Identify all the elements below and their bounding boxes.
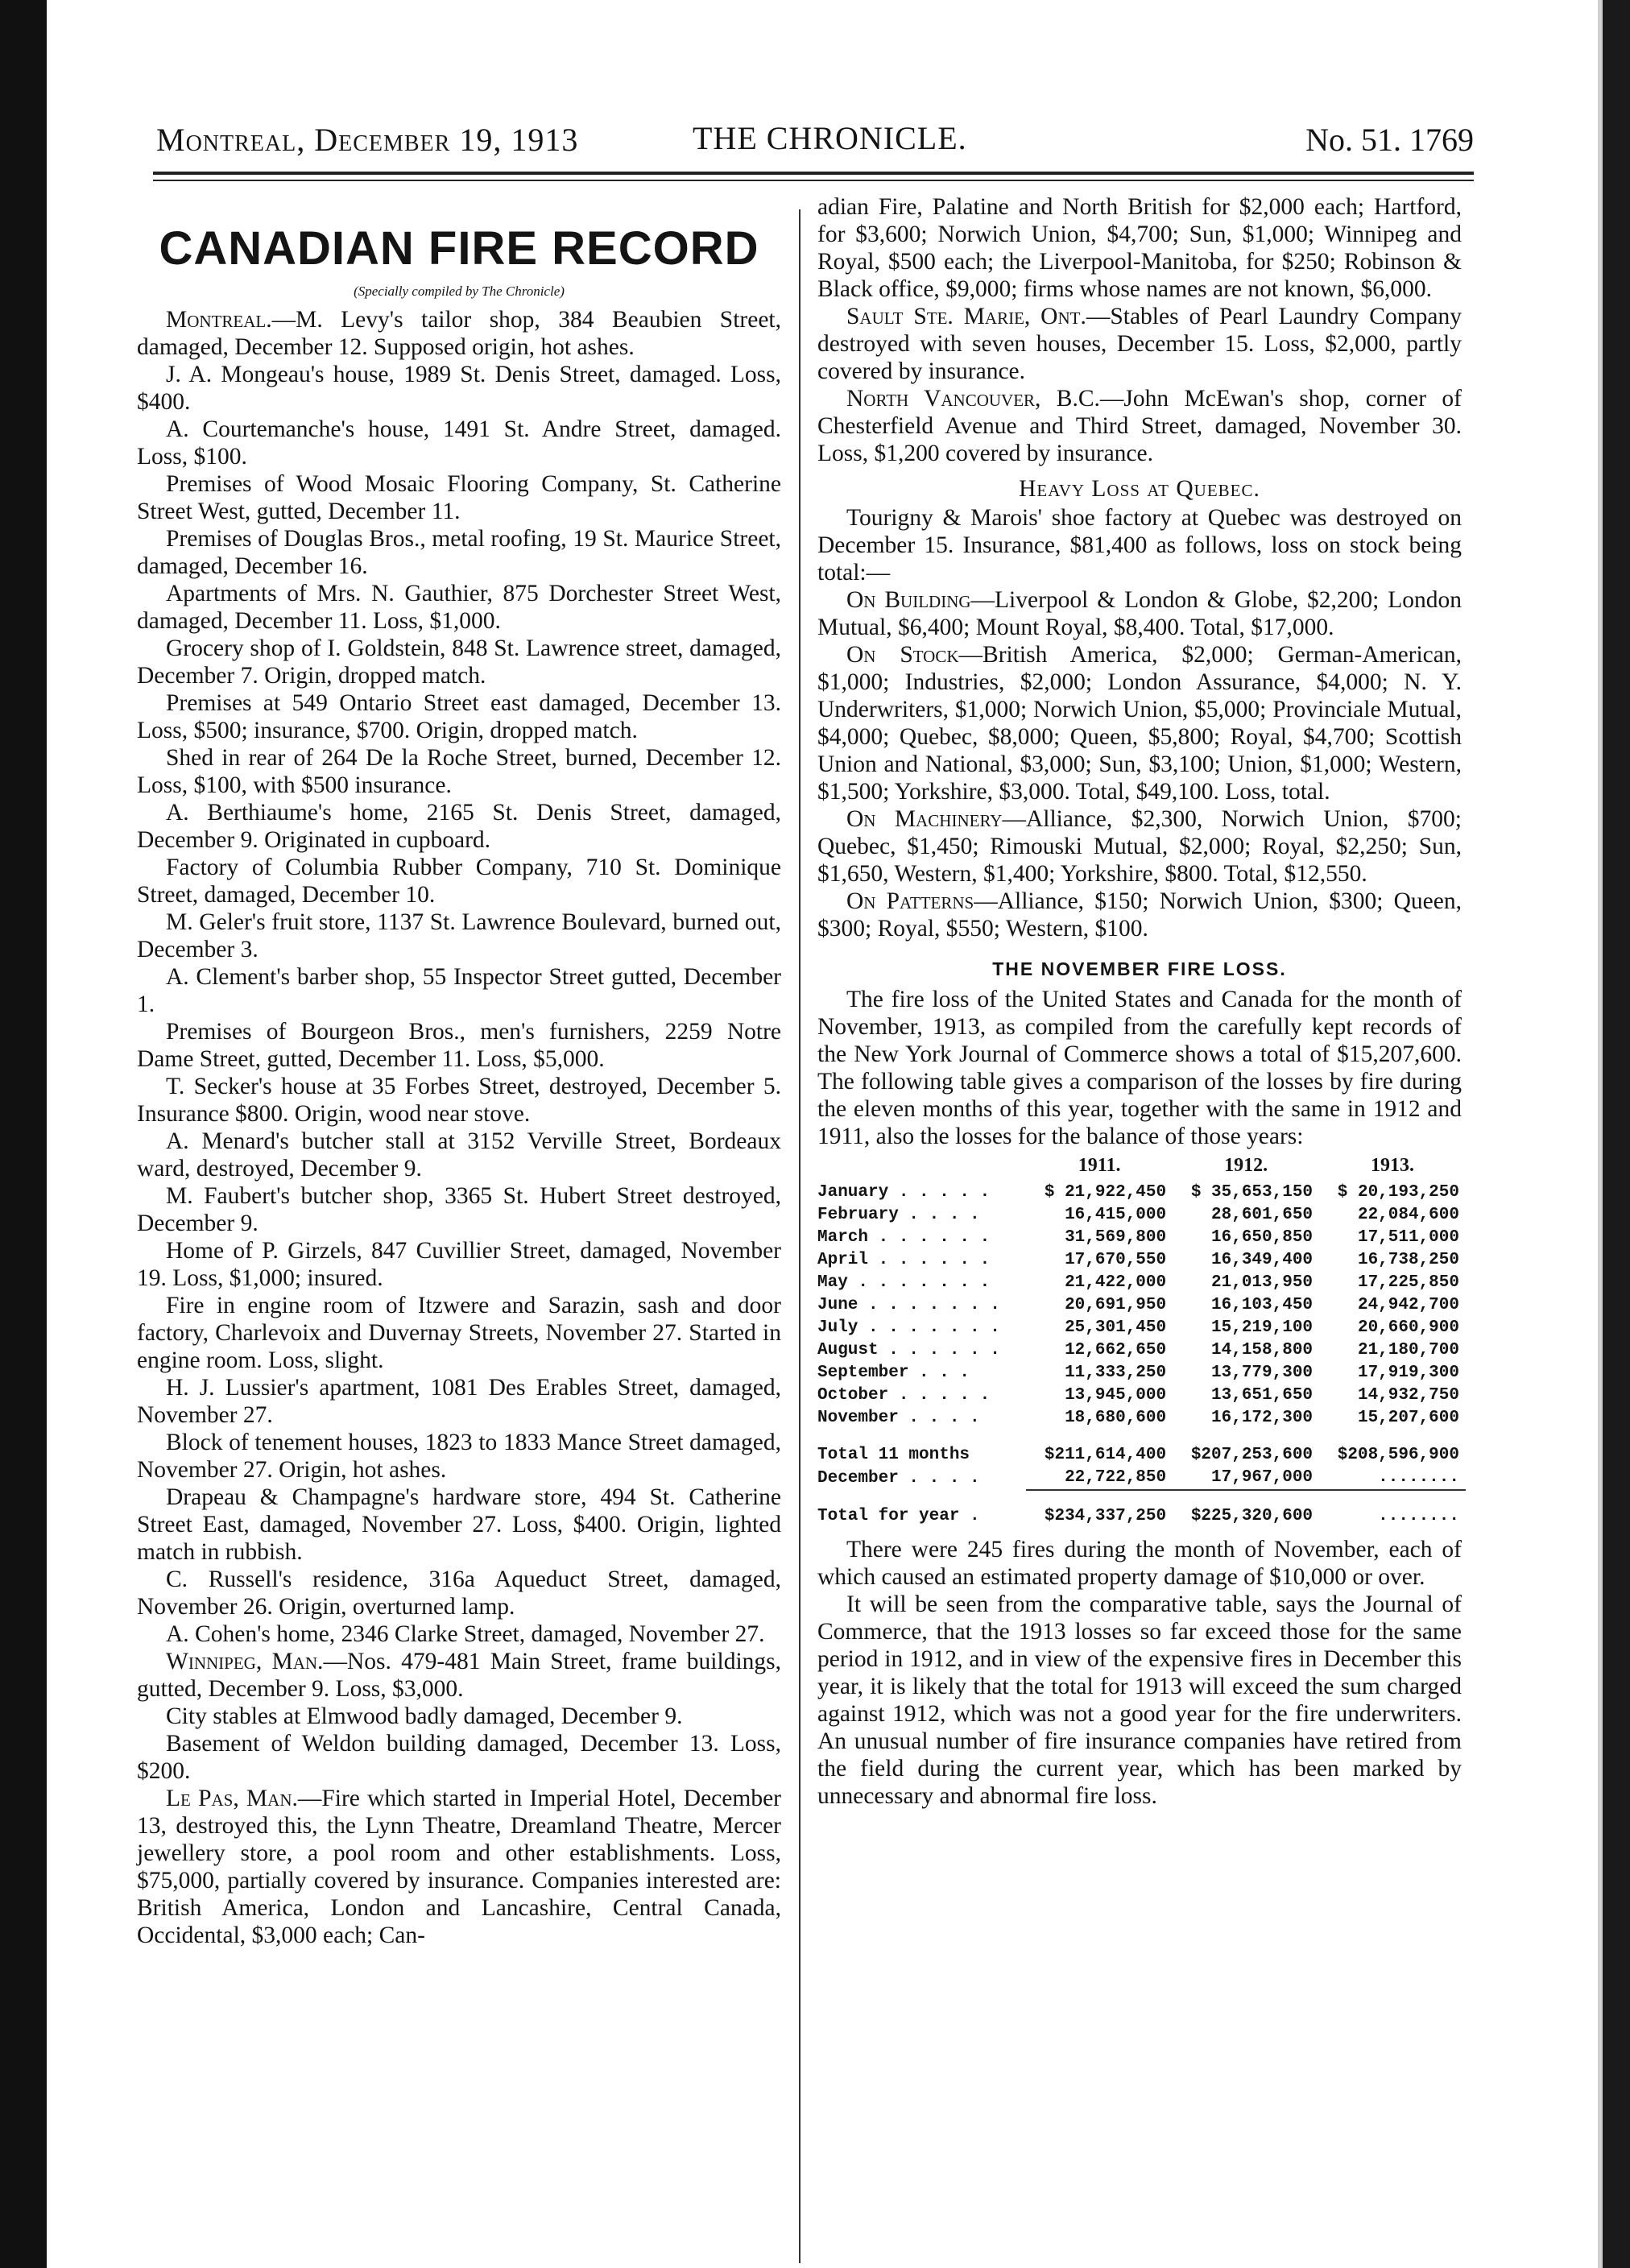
- table-header-1913: 1913.: [1371, 1155, 1415, 1176]
- paragraph: [817, 888, 1462, 942]
- paragraph: [137, 306, 781, 361]
- cell-value: 18,680,600: [1065, 1409, 1167, 1427]
- table-separator-rule: [817, 1490, 1466, 1505]
- row-label: April . . . . . .: [817, 1251, 991, 1269]
- paragraph-lead: On Machinery: [846, 806, 1003, 832]
- paragraph-text: A. Berthiaume's home, 2165 St. Denis Street, damaged, December 9. Originated in cupboard.: [137, 800, 781, 853]
- cell-value: 17,967,000: [1211, 1468, 1314, 1487]
- paragraph: [137, 1237, 781, 1292]
- paragraph: It will be seen from the comparative table, says the Journal of Commerce, that the 1913 losses so far exceed those for the same period in 1912, and in view of the expensive fires in December this year, it is likely that the total for 1913 will exceed the sum charged against 1912, which was not a good year for the fire underwriters. An unusual number of fire insurance companies have retired from the field during the current year, which has been marked by unnecessary and abnormal fire loss.: [817, 1591, 1462, 1809]
- paragraph-text: T. Secker's house at 35 Forbes Street, destroyed, December 5. Insurance $800. Origin, wood near stove.: [137, 1074, 781, 1127]
- paragraph-text: A. Courtemanche's house, 1491 St. Andre Street, damaged. Loss, $100.: [137, 416, 781, 470]
- paragraph-text: M. Faubert's butcher shop, 3365 St. Hubert Street destroyed, December 9.: [137, 1183, 781, 1236]
- paragraph: [137, 525, 781, 580]
- paragraph: [817, 586, 1462, 641]
- cell-value: 22,084,600: [1357, 1206, 1459, 1224]
- cell-value: 15,219,100: [1211, 1318, 1314, 1337]
- paragraph-text: Drapeau & Champagne's hardware store, 494 St. Catherine Street East, damaged, November 27. Loss, $400. Origin, lighted match in rubbish.: [137, 1484, 781, 1565]
- paragraph-text: Shed in rear of 264 De la Roche Street, burned, December 12. Loss, $100, with $500 insurance.: [137, 745, 781, 798]
- paragraph-text: H. J. Lussier's apartment, 1081 Des Erables Street, damaged, November 27.: [137, 1375, 781, 1428]
- cell-value: 25,301,450: [1065, 1318, 1167, 1337]
- paragraph: [137, 744, 781, 799]
- cell-value: 12,662,650: [1065, 1341, 1167, 1360]
- paragraph-lead: North Vancouver, B.C.: [846, 386, 1100, 412]
- paragraph: [137, 963, 781, 1018]
- paragraph-lead: On Building: [846, 587, 971, 613]
- paragraph-text: Factory of Columbia Rubber Company, 710 St. Dominique Street, damaged, December 10.: [137, 855, 781, 908]
- paragraph-text: —John McEwan's shop, corner of Chesterfield Avenue and Third Street, damaged, November 30. Loss, $1,200 covered by insurance.: [817, 386, 1462, 466]
- running-header: [137, 105, 1474, 161]
- left-column: [137, 193, 781, 1949]
- paragraph-text: —Fire which started in Imperial Hotel, December 13, destroyed this, the Lynn Theatre, Dreamland Theatre, Mercer jewellery store, a pool room and other establishments. Loss, $75,000, partially covered by insurance. Companies interested are: British America, London and Lancashire, Central Canada, Occidental, $3,000 each; Can-: [137, 1786, 781, 1948]
- cell-value: $ 35,653,150: [1190, 1183, 1314, 1202]
- paragraph: [817, 193, 1462, 303]
- paragraph-text: A. Cohen's home, 2346 Clarke Street, damaged, November 27.: [166, 1621, 765, 1647]
- paragraph: [137, 1429, 781, 1484]
- row-label: December . . . .: [817, 1468, 980, 1488]
- paragraph-text: adian Fire, Palatine and North British for $2,000 each; Hartford, for $3,600; Norwich Union, $4,700; Sun, $1,000; Winnipeg and Royal, $500 each; the Liverpool-Manitoba, for $250; Robinson & Black office, $9,000; firms whose names are not known, $6,000.: [817, 194, 1462, 302]
- paragraph: [137, 1566, 781, 1620]
- separator-cell: [1026, 1490, 1173, 1505]
- cell-value: $ 21,922,450: [1044, 1183, 1167, 1202]
- paragraph: [137, 1073, 781, 1128]
- fire-loss-table: [817, 1153, 1466, 1528]
- paragraph-lead: On Stock: [846, 642, 959, 668]
- paragraph: [817, 504, 1462, 586]
- row-label: March . . . . . .: [817, 1228, 991, 1247]
- paragraph: [137, 1128, 781, 1182]
- cell-value: 16,415,000: [1065, 1206, 1167, 1224]
- paragraph-text: Home of P. Girzels, 847 Cuvillier Street, damaged, November 19. Loss, $1,000; insured.: [137, 1238, 781, 1291]
- paragraph-text: C. Russell's residence, 316a Aqueduct Street, damaged, November 26. Origin, overturned lamp.: [137, 1566, 781, 1620]
- newspaper-page: [137, 105, 1474, 1948]
- article-title: CANADIAN FIRE RECORD: [159, 222, 759, 275]
- paragraph-text: M. Geler's fruit store, 1137 St. Lawrence Boulevard, burned out, December 3.: [137, 909, 781, 962]
- table-row: [817, 1362, 1466, 1384]
- cell-value: 17,919,300: [1357, 1364, 1459, 1382]
- cell-value: 24,942,700: [1357, 1296, 1459, 1314]
- paragraph: [137, 854, 781, 908]
- separator-cell: [1319, 1490, 1466, 1505]
- row-label: October . . . . .: [817, 1386, 991, 1405]
- cell-value: 15,207,600: [1357, 1409, 1459, 1427]
- separator-cell: [1173, 1430, 1319, 1444]
- scan-right-edge: [1603, 0, 1630, 2268]
- cell-value: ........: [1378, 1507, 1459, 1525]
- november-commentary: [817, 1536, 1462, 1810]
- cell-value: 16,738,250: [1357, 1251, 1459, 1269]
- paragraph: [137, 689, 781, 744]
- table-header-1912: 1912.: [1224, 1155, 1268, 1176]
- paragraph-text: —Alliance, $2,300, Norwich Union, $700; Quebec, $1,450; Rimouski Mutual, $2,000; Royal, $2,250; Sun, $1,650, Western, $1,400; Yorkshire, $800. Total, $12,550.: [817, 806, 1462, 887]
- paragraph-text: —Stables of Pearl Laundry Company destroyed with seven houses, December 15. Loss, $2,000, partly covered by insurance.: [817, 304, 1462, 384]
- table-header-blank: [817, 1153, 1026, 1182]
- fire-record-entries: [137, 306, 781, 1949]
- cell-value: 13,651,650: [1211, 1386, 1314, 1405]
- paragraph: [137, 799, 781, 854]
- cell-value: $211,614,400: [1044, 1446, 1167, 1464]
- separator-cell: [817, 1490, 1026, 1505]
- separator-cell: [1173, 1490, 1319, 1505]
- row-label: May . . . . . . .: [817, 1273, 991, 1292]
- cell-value: 31,569,800: [1065, 1228, 1167, 1247]
- cell-value: 22,722,850: [1065, 1468, 1167, 1487]
- paragraph: [137, 1018, 781, 1073]
- header-publication: THE CHRONICLE.: [693, 120, 967, 156]
- right-column: [817, 193, 1462, 1810]
- paragraph-text: —Alliance, $150; Norwich Union, $300; Queen, $300; Royal, $550; Western, $100.: [817, 888, 1462, 942]
- paragraph-lead: On Patterns: [846, 888, 974, 914]
- cell-value: $207,253,600: [1190, 1446, 1314, 1464]
- paragraph-text: Fire in engine room of Itzwere and Sarazin, sash and door factory, Charlevoix and Duvernay Streets, November 27. Started in engine room. Loss, slight.: [137, 1293, 781, 1373]
- cell-value: 16,172,300: [1211, 1409, 1314, 1427]
- cell-value: 13,945,000: [1065, 1386, 1167, 1405]
- cell-value: ........: [1378, 1468, 1459, 1487]
- paragraph-text: Apartments of Mrs. N. Gauthier, 875 Dorchester Street West, damaged, December 11. Loss, $1,000.: [137, 581, 781, 634]
- paragraph-text: Tourigny & Marois' shoe factory at Quebec was destroyed on December 15. Insurance, $81,400 as follows, loss on stock being total:—: [817, 505, 1462, 586]
- table-row: [817, 1317, 1466, 1339]
- paragraph-text: Premises of Douglas Bros., metal roofing, 19 St. Maurice Street, damaged, December 16.: [137, 526, 781, 579]
- paragraph: [137, 1182, 781, 1237]
- paragraph: [137, 908, 781, 963]
- paragraph: [137, 1374, 781, 1429]
- cell-value: 28,601,650: [1211, 1206, 1314, 1224]
- article-subtitle: (Specially compiled by The Chronicle): [354, 284, 565, 299]
- header-rule-thick: [153, 172, 1474, 175]
- paragraph-text: Block of tenement houses, 1823 to 1833 Mance Street damaged, November 27. Origin, hot ashes.: [137, 1430, 781, 1483]
- table-separator: [817, 1430, 1466, 1444]
- cell-value: 20,660,900: [1357, 1318, 1459, 1337]
- paragraph-text: City stables at Elmwood badly damaged, December 9.: [166, 1703, 683, 1729]
- paragraph-lead: Le Pas, Man.: [166, 1786, 298, 1811]
- paragraph-text: Basement of Weldon building damaged, December 13. Loss, $200.: [137, 1731, 781, 1784]
- paragraph: [137, 470, 781, 525]
- header-rule-thin: [153, 180, 1474, 181]
- paragraph: [137, 1620, 781, 1648]
- paragraph-lead: Montreal.: [166, 307, 272, 333]
- paragraph-text: Premises of Bourgeon Bros., men's furnishers, 2259 Notre Dame Street, gutted, December 11. Loss, $5,000.: [137, 1019, 781, 1072]
- paragraph-text: Grocery shop of I. Goldstein, 848 St. Lawrence street, damaged, December 7. Origin, dropped match.: [137, 635, 781, 689]
- column-divider: [799, 209, 801, 2263]
- quebec-heading: Heavy Loss at Quebec.: [1019, 476, 1260, 502]
- row-label: Total for year .: [817, 1507, 980, 1525]
- row-label: January . . . . .: [817, 1183, 991, 1202]
- table-body: [817, 1182, 1466, 1528]
- header-page-number: No. 51. 1769: [1305, 122, 1474, 158]
- row-label: Total 11 months: [817, 1446, 970, 1464]
- table-row: [817, 1407, 1466, 1430]
- paragraph: [817, 641, 1462, 805]
- fire-record-continued: [817, 193, 1462, 467]
- cell-value: 20,691,950: [1065, 1296, 1167, 1314]
- paragraph: [817, 805, 1462, 888]
- paragraph-text: —Nos. 479-481 Main Street, frame buildings, gutted, December 9. Loss, $3,000.: [137, 1649, 781, 1702]
- cell-value: 21,422,000: [1065, 1273, 1167, 1292]
- cell-value: 17,511,000: [1357, 1228, 1459, 1247]
- cell-value: 16,103,450: [1211, 1296, 1314, 1314]
- paragraph-text: J. A. Mongeau's house, 1989 St. Denis Street, damaged. Loss, $400.: [137, 362, 781, 415]
- cell-value: 11,333,250: [1065, 1364, 1167, 1382]
- paragraph: [137, 1484, 781, 1566]
- paragraph-text: —M. Levy's tailor shop, 384 Beaubien Street, damaged, December 12. Supposed origin, hot ashes.: [137, 307, 781, 360]
- quebec-details: [817, 504, 1462, 942]
- table-row: [817, 1204, 1466, 1227]
- november-intro: The fire loss of the United States and Canada for the month of November, 1913, as compiled from the carefully kept records of the New York Journal of Commerce shows a total of $15,207,600. The following table gives a comparison of the losses by fire during the eleven months of this year, together with the same in 1912 and 1911, also the losses for the balance of those years:: [817, 987, 1462, 1149]
- paragraph-text: —British America, $2,000; German-American, $1,000; Industries, $2,000; London Assurance, $4,000; N. Y. Underwriters, $1,000; Norwich Union, $5,000; Provinciale Mutual, $4,000; Quebec, $8,000; Queen, $5,800; Royal, $4,700; Scottish Union and National, $3,000; Sun, $3,100; Union, $1,000; Western, $1,500; Yorkshire, $3,000. Total, $49,100. Loss, total.: [817, 642, 1462, 805]
- cell-value: 14,932,750: [1357, 1386, 1459, 1405]
- separator-cell: [1319, 1430, 1466, 1444]
- row-label: July . . . . . . .: [817, 1318, 1000, 1337]
- table-row: [817, 1182, 1466, 1204]
- cell-value: 21,180,700: [1357, 1341, 1459, 1360]
- paragraph-lead: Winnipeg, Man.: [166, 1649, 324, 1674]
- cell-value: 16,349,400: [1211, 1251, 1314, 1269]
- cell-value: 16,650,850: [1211, 1228, 1314, 1247]
- total-year-row: [817, 1505, 1466, 1528]
- november-heading: THE NOVEMBER FIRE LOSS.: [992, 958, 1287, 979]
- december-row: [817, 1467, 1466, 1490]
- paragraph: [137, 1703, 781, 1730]
- table-row: [817, 1272, 1466, 1294]
- row-label: August . . . . . .: [817, 1341, 1000, 1360]
- table-row: [817, 1227, 1466, 1249]
- row-label: November . . . .: [817, 1409, 980, 1427]
- paragraph-text: —Liverpool & London & Globe, $2,200; London Mutual, $6,400; Mount Royal, $8,400. Total, $17,000.: [817, 587, 1462, 640]
- cell-value: $208,596,900: [1337, 1446, 1459, 1464]
- paragraph-lead: Sault Ste. Marie, Ont.: [846, 304, 1086, 329]
- paragraph-text: Premises at 549 Ontario Street east damaged, December 13. Loss, $500; insurance, $700. Origin, dropped match.: [137, 690, 781, 743]
- row-label: February . . . .: [817, 1206, 980, 1224]
- row-label: September . . .: [817, 1364, 970, 1382]
- table-header-1911: 1911.: [1078, 1155, 1121, 1176]
- header-dateline: Montreal, December 19, 1913: [156, 122, 579, 158]
- paragraph: [137, 580, 781, 635]
- cell-value: 14,158,800: [1211, 1341, 1314, 1360]
- cell-value: $234,337,250: [1044, 1507, 1167, 1525]
- table-row: [817, 1249, 1466, 1272]
- paragraph: [137, 1292, 781, 1374]
- table-row: [817, 1384, 1466, 1407]
- separator-cell: [1026, 1430, 1173, 1444]
- table-row: [817, 1339, 1466, 1362]
- cell-value: 21,013,950: [1211, 1273, 1314, 1292]
- cell-value: 17,670,550: [1065, 1251, 1167, 1269]
- paragraph: There were 245 fires during the month of November, each of which caused an estimated property damage of $10,000 or over.: [817, 1537, 1462, 1590]
- cell-value: 13,779,300: [1211, 1364, 1314, 1382]
- paragraph: [137, 1730, 781, 1785]
- table-row: [817, 1294, 1466, 1317]
- paragraph: [817, 303, 1462, 385]
- paragraph-text: A. Clement's barber shop, 55 Inspector Street gutted, December 1.: [137, 964, 781, 1017]
- table-header-row: [817, 1153, 1466, 1182]
- paragraph: [137, 635, 781, 689]
- cell-value: $ 20,193,250: [1337, 1183, 1459, 1202]
- separator-cell: [817, 1430, 1026, 1444]
- cell-value: $225,320,600: [1190, 1507, 1314, 1525]
- row-label: June . . . . . . .: [817, 1296, 1000, 1314]
- paragraph-text: Premises of Wood Mosaic Flooring Company, St. Catherine Street West, gutted, December 11.: [137, 471, 781, 524]
- paragraph-text: A. Menard's butcher stall at 3152 Verville Street, Bordeaux ward, destroyed, December 9.: [137, 1128, 781, 1182]
- paragraph: [137, 1785, 781, 1949]
- scan-left-edge: [0, 0, 47, 2268]
- paragraph: [137, 361, 781, 416]
- paragraph: [817, 385, 1462, 467]
- cell-value: 17,225,850: [1357, 1273, 1459, 1292]
- total-11-months-row: [817, 1444, 1466, 1467]
- paragraph: [137, 416, 781, 470]
- paragraph: [137, 1648, 781, 1703]
